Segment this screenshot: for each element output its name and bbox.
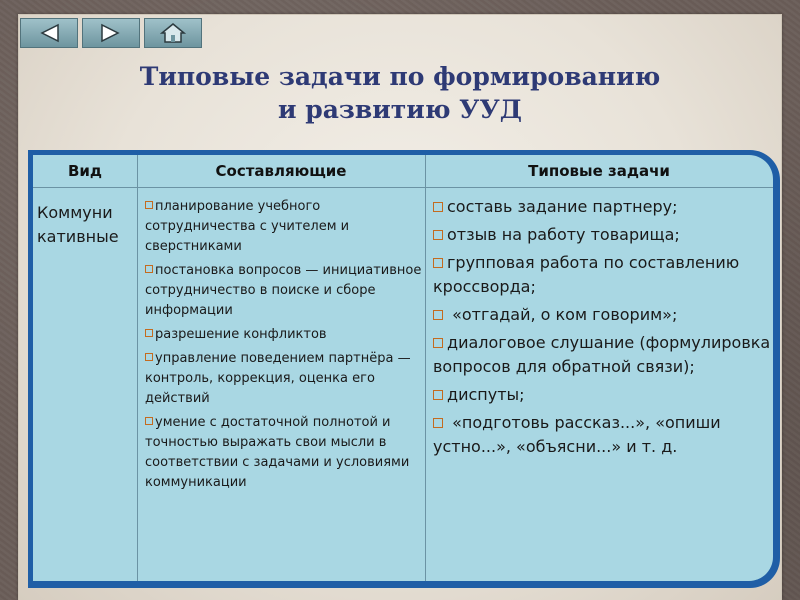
table-header-row [33,155,773,188]
home-button[interactable] [144,18,202,48]
kind-line-2: кативные [37,227,119,246]
arrow-left-icon [36,23,62,43]
component-text: планирование учебного сотрудничества с учителем и сверстниками [145,199,350,254]
tasks-table [33,155,773,581]
task-text: диалоговое слушание (формулировка вопросов для обратной связи); [433,333,771,376]
task-text: «отгадай, о ком говорим»; [447,305,678,324]
component-text: управление поведением партнёра — контроль, коррекция, оценка его действий [145,351,411,406]
list-item [145,197,423,257]
component-text: умение с достаточной полнотой и точностью выражать свои мысли в соответствии с задачами и условиями коммуникации [145,415,410,490]
checkbox-bullet-icon [145,201,153,209]
cell-kind [37,201,135,249]
component-text: разрешение конфликтов [155,327,327,342]
back-button[interactable] [20,18,78,48]
list-item [433,195,773,219]
title-line-2: и развитию УУД [278,95,522,124]
task-text: диспуты; [447,385,525,404]
checkbox-bullet-icon [433,338,443,348]
title-line-1: Типовые задачи по формированию [139,62,661,91]
checkbox-bullet-icon [433,230,443,240]
list-item [145,413,423,493]
list-item [433,223,773,247]
header-kind: Вид [67,162,103,180]
list-item [433,331,773,379]
page-title [40,60,760,126]
cell-components [145,197,423,497]
navigation-bar [20,18,202,50]
checkbox-bullet-icon [433,310,443,320]
task-text: составь задание партнеру; [447,197,678,216]
checkbox-bullet-icon [433,258,443,268]
list-item [145,325,423,345]
column-divider [137,155,138,581]
cell-tasks [433,195,773,463]
checkbox-bullet-icon [433,202,443,212]
kind-line-1: Коммуни [37,203,113,222]
task-text: отзыв на работу товарища; [447,225,680,244]
checkbox-bullet-icon [145,265,153,273]
list-item [433,303,773,327]
list-item [433,251,773,299]
checkbox-bullet-icon [433,418,443,428]
checkbox-bullet-icon [145,353,153,361]
task-text: групповая работа по составлению кроссворда; [433,253,740,296]
column-divider [425,155,426,581]
header-components: Составляющие [215,162,347,180]
component-text: постановка вопросов — инициативное сотрудничество в поиске и сборе информации [145,263,422,318]
checkbox-bullet-icon [145,329,153,337]
forward-button[interactable] [82,18,140,48]
list-item [145,261,423,321]
list-item [433,411,773,459]
checkbox-bullet-icon [433,390,443,400]
home-icon [160,22,186,44]
table-frame [28,150,780,588]
arrow-right-icon [98,23,124,43]
task-text: «подготовь рассказ...», «опиши устно...», «объясни...» и т. д. [433,413,721,456]
list-item [145,349,423,409]
header-tasks: Типовые задачи [528,162,670,180]
list-item [433,383,773,407]
checkbox-bullet-icon [145,417,153,425]
